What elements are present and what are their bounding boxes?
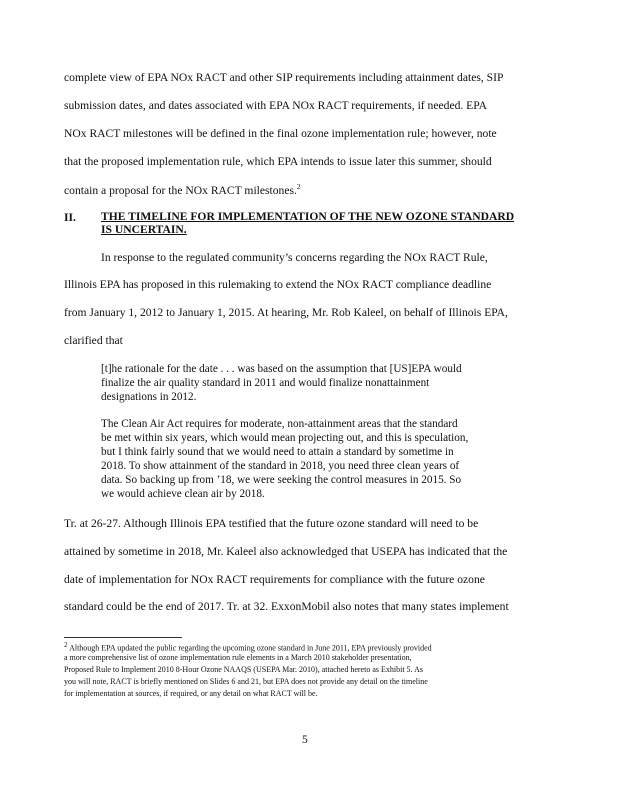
footnote-line: a more comprehensive list of ozone implementation rule elements in a March 2010 stakeholder presentation, (64, 653, 412, 662)
footnote-line: you will note, RACT is briefly mentioned on Slides 6 and 21, but EPA does not provide any detail on the timeline (64, 677, 428, 686)
body-line: clarified that (64, 334, 123, 347)
section-number: II. (64, 211, 76, 224)
body-line: Illinois EPA has proposed in this rulemaking to extend the NOx RACT compliance deadline (64, 278, 492, 291)
footnote-line: Proposed Rule to Implement 2010 8-Hour Ozone NAAQS (USEPA Mar. 2010), attached hereto as Exhibit 5. As (64, 665, 423, 674)
body-line: standard could be the end of 2017. Tr. at 32. ExxonMobil also notes that many states implement (64, 600, 509, 613)
body-line-with-footnote (64, 183, 301, 196)
body-line-text: contain a proposal for the NOx RACT milestones. (64, 183, 297, 197)
body-line: date of implementation for NOx RACT requirements for compliance with the future ozone (64, 573, 485, 586)
footnote-text: Although EPA updated the public regarding the upcoming ozone standard in June 2011, EPA previously provided (69, 643, 432, 653)
footnote-reference[interactable]: 2 (296, 182, 301, 191)
body-line: Tr. at 26-27. Although Illinois EPA testified that the future ozone standard will need to be (64, 517, 479, 530)
body-line: In response to the regulated community’s concerns regarding the NOx RACT Rule, (101, 251, 488, 264)
quote-line: we would achieve clean air by 2018. (101, 488, 265, 500)
body-line: NOx RACT milestones will be defined in the final ozone implementation rule; however, note (64, 127, 497, 140)
section-heading-line1: THE TIMELINE FOR IMPLEMENTATION OF THE NEW OZONE STANDARD (101, 210, 515, 223)
quote-line: 2018. To show attainment of the standard in 2018, you need three clean years of (101, 460, 460, 472)
footnote-line (64, 642, 432, 653)
section-heading-line2: IS UNCERTAIN. (101, 223, 187, 236)
quote-line: The Clean Air Act requires for moderate, non-attainment areas that the standard (101, 418, 458, 430)
quote-line: but I think fairly sound that we would need to attain a standard by sometime in (101, 446, 454, 458)
quote-line: data. So backing up from ’18, we were seeking the control measures in 2015. So (101, 474, 462, 486)
page-number: 5 (302, 733, 308, 746)
body-line: complete view of EPA NOx RACT and other SIP requirements including attainment dates, SIP (64, 71, 504, 84)
quote-line: finalize the air quality standard in 2011 and would finalize nonattainment (101, 377, 430, 389)
footnote-marker: 2 (64, 641, 68, 649)
footnote-divider (64, 637, 182, 638)
footnote-line: for implementation at sources, if required, or any detail on what RACT will be. (64, 689, 318, 698)
quote-line: be met within six years, which would mean projecting out, and this is speculation, (101, 432, 469, 444)
body-line: from January 1, 2012 to January 1, 2015. At hearing, Mr. Rob Kaleel, on behalf of Illinois EPA, (64, 306, 508, 319)
body-line: that the proposed implementation rule, which EPA intends to issue later this summer, should (64, 155, 492, 168)
body-line: attained by sometime in 2018, Mr. Kaleel also acknowledged that USEPA has indicated that the (64, 545, 508, 558)
body-line: submission dates, and dates associated with EPA NOx RACT requirements, if needed. EPA (64, 99, 488, 112)
quote-line: [t]he rationale for the date . . . was based on the assumption that [US]EPA would (101, 363, 462, 375)
quote-line: designations in 2012. (101, 391, 197, 403)
